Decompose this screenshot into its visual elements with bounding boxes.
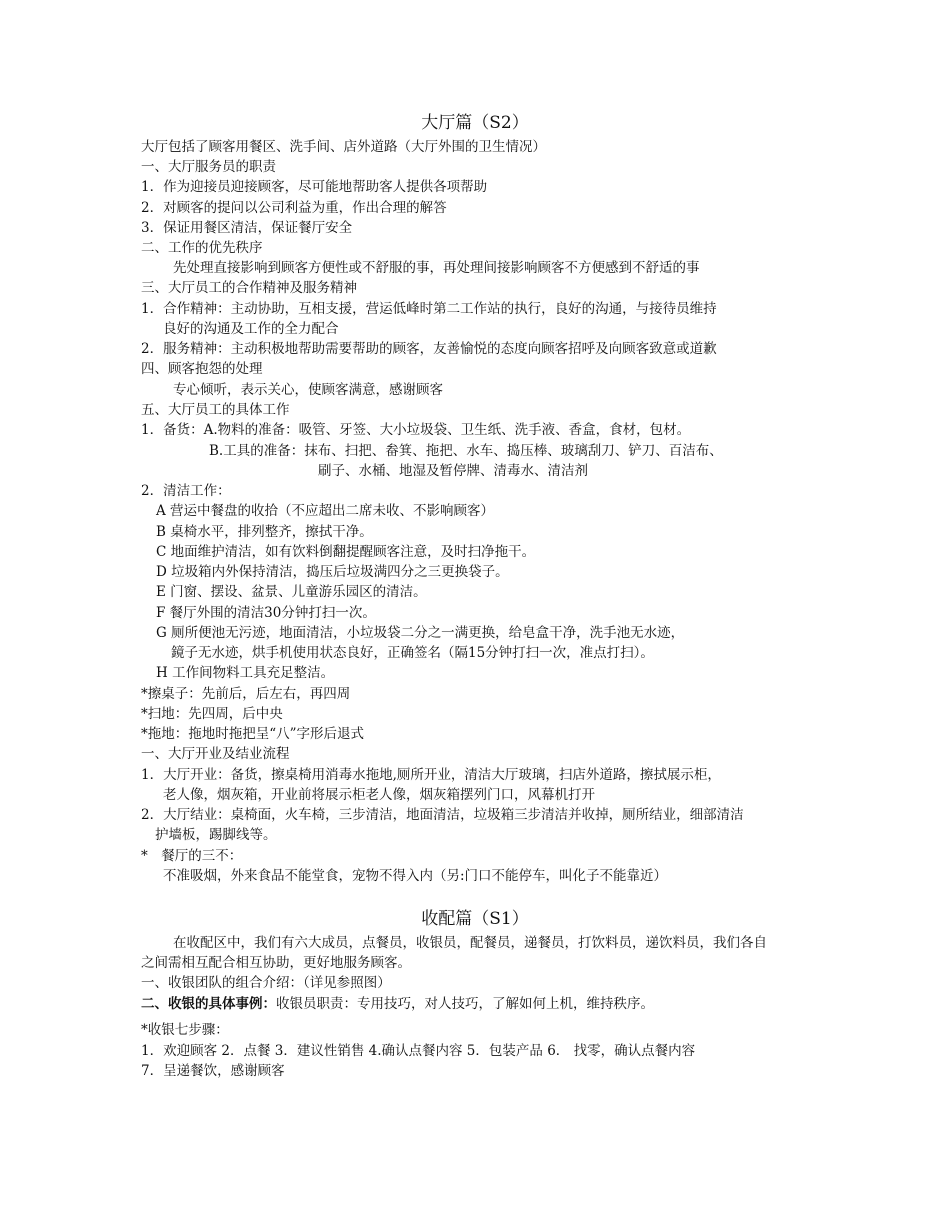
text-line: 大厅包括了顾客用餐区、洗手间、店外道路（大厅外围的卫生情况） (141, 139, 546, 155)
sub-list-item: G 厕所便池无污迹，地面清洁，小垃圾袋二分之一满更换，给皂盒干净，洗手池无水迹， (156, 625, 685, 641)
heading-line: 五、大厅员工的具体工作 (141, 402, 290, 418)
list-item: 2．对顾客的提问以公司利益为重，作出合理的解答 (141, 200, 447, 216)
text-line: 先处理直接影响到顾客方便性或不舒服的事，再处理间接影响顾客不方便感到不舒适的事 (173, 260, 700, 276)
list-item: 2．服务精神：主动积极地帮助需要帮助的顾客，友善愉悦的态度向顾客招呼及向顾客致意或道歉 (141, 341, 717, 357)
intro-line: 在收配区中，我们有六大成员，点餐员，收银员，配餐员，递餐员，打饮料员，递饮料员，我们各自 (173, 935, 767, 951)
sub-list-item: D 垃圾箱内外保持清洁，捣压后垃圾满四分之三更换袋子。 (156, 564, 509, 580)
text-line: 不准吸烟，外来食品不能堂食，宠物不得入内（另:门口不能停车，叫化子不能靠近） (163, 868, 668, 884)
list-item: 2．清洁工作： (141, 483, 231, 499)
sub-list-item: A 营运中餐盘的收拾（不应超出二席未收、不影响顾客） (156, 503, 495, 519)
heading-line: *收银七步骤： (141, 1022, 229, 1038)
tip-line: *擦桌子：先前后，后左右，再四周 (141, 686, 351, 702)
section-title-cashier: 收配篇（S1） (421, 909, 529, 929)
tip-line: *拖地：拖地时拖把呈“八”字形后退式 (141, 726, 365, 742)
heading-line: 三、大厅员工的合作精神及服务精神 (141, 280, 357, 296)
sub-list-item: H 工作间物料工具充足整洁。 (156, 665, 335, 681)
list-item: 3．保证用餐区清洁，保证餐厅安全 (141, 220, 353, 236)
text-line: 专心倾听，表示关心，使顾客满意，感谢顾客 (173, 382, 443, 398)
intro-line: 之间需相互配合相互协助，更好地服务顾客。 (141, 955, 411, 971)
sub-list-item: F 餐厅外围的清洁30分钟打扫一次。 (156, 605, 376, 621)
list-item-continued: B.工具的准备：抹布、扫把、畚箕、拖把、水车、捣压棒、玻璃刮刀、铲刀、百洁布、 (209, 443, 723, 459)
heading-line: 一、大厅服务员的职责 (141, 159, 276, 175)
list-item: 2．大厅结业：桌椅面，火车椅，三步清洁，地面清洁，垃圾箱三步清洁并收掉，厕所结业，细部清洁 (141, 807, 744, 823)
sub-list-item: C 地面维护清洁，如有饮料倒翻提醒顾客注意，及时扫净拖干。 (156, 544, 536, 560)
heading-line-mixed (141, 994, 654, 1014)
tip-line: *扫地：先四周，后中央 (141, 706, 283, 722)
list-item: 1．备货：A.物料的准备：吸管、牙签、大小垃圾袋、卫生纸、洗手液、香盒，食材，包材。 (141, 422, 691, 438)
steps-line: 7．呈递餐饮，感谢顾客 (141, 1063, 285, 1079)
list-item: 1．合作精神：主动协助，互相支援，营运低峰时第二工作站的执行，良好的沟通，与接待员维持 (141, 301, 717, 317)
sub-list-item-continued: 鏡子无水迹，烘手机使用状态良好，正确签名（隔15分钟打扫一次，准点打扫）。 (171, 645, 654, 661)
list-item-continued: 老人像，烟灰箱，开业前将展示柜老人像，烟灰箱摆列门口，风幕机打开 (163, 787, 595, 803)
list-item-continued: 护墙板，踢脚线等。 (155, 827, 277, 843)
heading-line: 四、顾客抱怨的处理 (141, 361, 263, 377)
heading-rest: 收银员职责：专用技巧，对人技巧，了解如何上机，维持秩序。 (276, 996, 654, 1012)
sub-list-item: B 桌椅水平，排列整齐，擦拭干净。 (156, 524, 373, 540)
heading-line: 一、收银团队的组合介绍：（详见参照图） (141, 975, 391, 991)
sub-list-item: E 门窗、摆设、盆景、儿童游乐园区的清洁。 (156, 584, 427, 600)
bold-heading: 二、收银的具体事例： (141, 996, 276, 1012)
heading-line: 一、大厅开业及结业流程 (141, 746, 290, 762)
section-title-hall: 大厅篇（S2） (421, 113, 529, 133)
list-item: 1．大厅开业：备货，擦桌椅用消毒水拖地,厕所开业，清洁大厅玻璃，扫店外道路，擦拭展示柜， (141, 767, 721, 783)
list-item-continued: 刷子、水桶、地湿及暂停牌、清毒水、清洁剂 (318, 463, 588, 479)
steps-line: 1．欢迎顾客 2．点餐 3．建议性销售 4.确认点餐内容 5．包装产品 6． 找零，确认点餐内容 (141, 1043, 696, 1059)
heading-line: 二、工作的优先秩序 (141, 240, 263, 256)
list-item: 1．作为迎接员迎接顾客，尽可能地帮助客人提供各项帮助 (141, 179, 488, 195)
tip-line: * 餐厅的三不： (141, 848, 243, 864)
list-item-continued: 良好的沟通及工作的全力配合 (163, 321, 339, 337)
